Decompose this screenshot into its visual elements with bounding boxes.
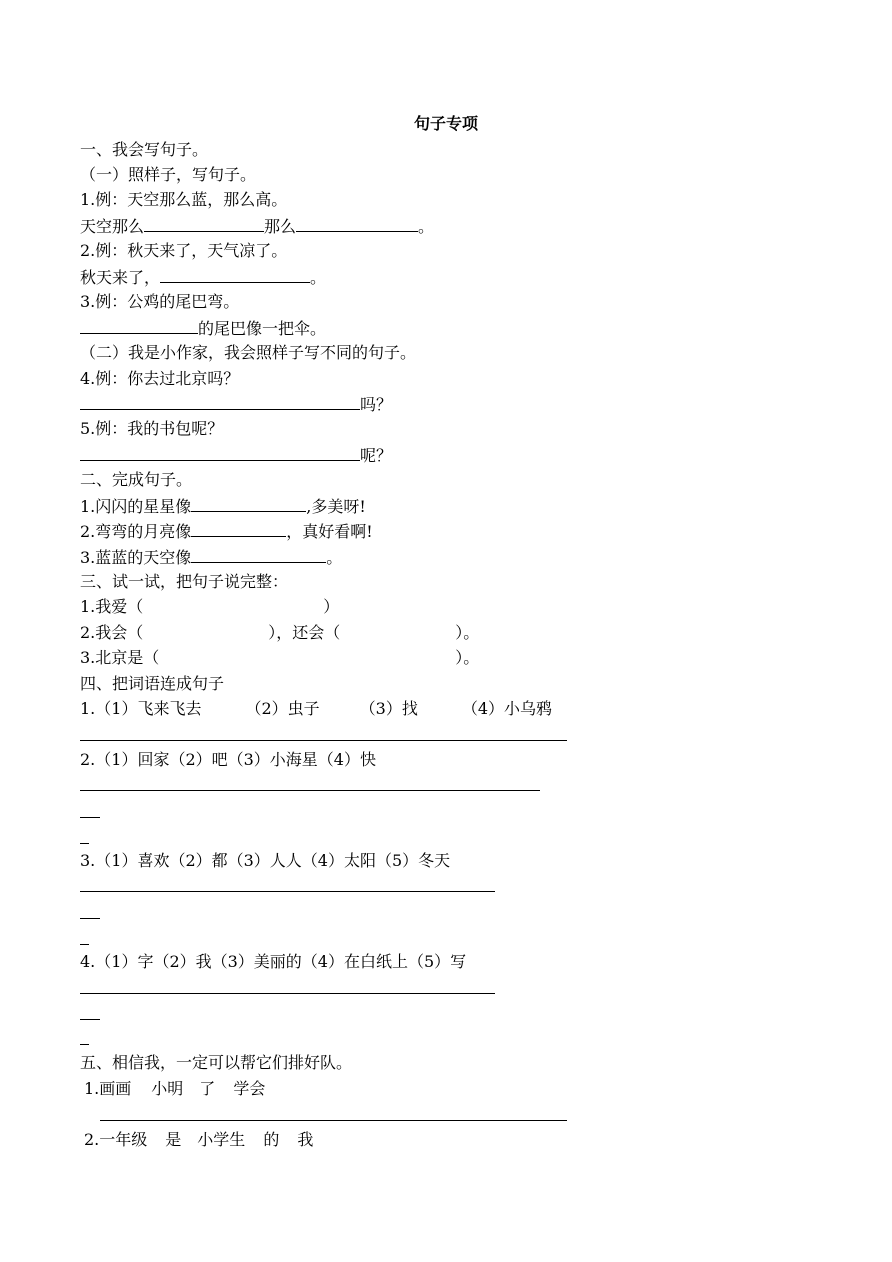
page-title: 句子专项 (413, 114, 478, 133)
s5-q1-answer-line[interactable] (100, 1120, 567, 1121)
s3-q3-text-b: ）。 (455, 648, 480, 667)
s4-q2: 2.（1）回家（2）吧（3）小海星（4）快 (80, 750, 376, 769)
s1-q4-answer (80, 394, 392, 415)
s3-q1-text-b: ） (323, 597, 340, 616)
s3-q2 (80, 623, 479, 643)
s2-q1-text-a: 1.闪闪的星星像 (80, 497, 192, 516)
s4-q4: 4.（1）字（2）我（3）美丽的（4）在白纸上（5）写 (80, 952, 467, 971)
s4-q3-dash-2 (80, 944, 89, 945)
s2-q3 (80, 547, 342, 568)
s1-q1-answer (80, 216, 434, 237)
s2-q1 (80, 496, 366, 517)
s4-q4-dash-2 (80, 1044, 89, 1045)
s4-q2-answer-line[interactable] (80, 790, 540, 791)
s5-q1-word-4: 学会 (233, 1079, 266, 1098)
s2-q2-text-a: 2.弯弯的月亮像 (80, 522, 192, 541)
s4-q3: 3.（1）喜欢（2）都（3）人人（4）太阳（5）冬天 (80, 851, 451, 870)
s2-q2-blank[interactable] (191, 521, 286, 537)
s1-q1-end: 。 (418, 217, 435, 236)
section-4-heading: 四、把词语连成句子 (80, 674, 225, 693)
s3-q2-text-c: ）。 (455, 623, 480, 642)
s4-q1-word-4: （4）小乌鸦 (461, 699, 553, 718)
s5-q2-word-3: 小学生 (197, 1130, 246, 1149)
s2-q2 (80, 521, 373, 542)
s5-q2-word-2: 是 (165, 1130, 182, 1149)
section-3-heading: 三、试一试，把句子说完整： (80, 572, 289, 591)
s5-q1-word-1: 1.画画 (84, 1079, 132, 1098)
s2-q1-blank[interactable] (191, 496, 306, 512)
s3-q1-text-a: 1.我爱（ (80, 597, 144, 616)
s1-q4-end: 吗？ (360, 395, 393, 414)
s1-q1-example: 1.例：天空那么蓝，那么高。 (80, 190, 288, 209)
section-1-heading: 一、我会写句子。 (80, 140, 209, 159)
s3-q3-text-a: 3.北京是（ (80, 648, 160, 667)
s4-q1-word-1: 1.（1）飞来飞去 (80, 699, 202, 718)
s2-q3-text-a: 3.蓝蓝的天空像 (80, 548, 192, 567)
s4-q1-answer-line[interactable] (80, 740, 567, 741)
s1-q2-text-a: 秋天来了， (80, 268, 161, 287)
s4-q1-word-2: （2）虫子 (245, 699, 320, 718)
s5-q2-word-1: 2.一年级 (84, 1130, 148, 1149)
s5-q1-word-2: 小明 (151, 1079, 184, 1098)
s5-q2-word-4: 的 (263, 1130, 280, 1149)
s2-q1-text-b: ,多美呀! (306, 497, 366, 516)
s4-q3-answer-line[interactable] (80, 891, 495, 892)
section-2-heading: 二、完成句子。 (80, 470, 193, 489)
s1-q2-answer (80, 267, 326, 288)
s5-q2-word-5: 我 (297, 1130, 314, 1149)
s4-q2-dash-2 (80, 843, 89, 844)
s1-q4-blank[interactable] (80, 394, 360, 410)
s2-q3-text-b: 。 (326, 548, 343, 567)
s1-q2-blank[interactable] (160, 267, 310, 283)
s1-q5-end: 呢？ (360, 446, 393, 465)
s1-q5-blank[interactable] (80, 445, 360, 461)
s3-q2-text-b: ），还会（ (268, 623, 341, 642)
s1-q3-example: 3.例：公鸡的尾巴弯。 (80, 292, 240, 311)
s1-q1-blank-1[interactable] (144, 216, 264, 232)
section-1-sub-2: （二）我是小作家，我会照样子写不同的句子。 (80, 343, 417, 362)
s1-q1-text-b: 那么 (264, 217, 297, 236)
s2-q2-text-b: ，真好看啊! (286, 522, 373, 541)
s5-q1 (84, 1079, 265, 1099)
s4-q4-answer-line[interactable] (80, 993, 495, 994)
s1-q5-example: 5.例：我的书包呢？ (80, 419, 224, 438)
s4-q3-dash-1 (80, 918, 100, 919)
s1-q2-example: 2.例：秋天来了，天气凉了。 (80, 241, 288, 260)
section-1-sub-1: （一）照样子，写句子。 (80, 165, 257, 184)
s4-q1 (80, 699, 552, 719)
s3-q1 (80, 597, 339, 617)
s2-q3-blank[interactable] (191, 547, 326, 563)
s1-q3-answer (80, 318, 326, 339)
s1-q3-blank[interactable] (80, 318, 198, 334)
s1-q1-blank-2[interactable] (296, 216, 418, 232)
s3-q3 (80, 648, 479, 668)
s5-q1-word-3: 了 (199, 1079, 216, 1098)
s4-q1-word-3: （3）找 (359, 699, 418, 718)
s3-q2-text-a: 2.我会（ (80, 623, 144, 642)
s1-q1-text-a: 天空那么 (80, 217, 145, 236)
s1-q2-end: 。 (310, 268, 327, 287)
s5-q2 (84, 1130, 313, 1150)
s4-q4-dash-1 (80, 1019, 100, 1020)
s1-q3-tail: 的尾巴像一把伞。 (198, 319, 327, 338)
s1-q5-answer (80, 445, 392, 466)
section-5-heading: 五、相信我，一定可以帮它们排好队。 (80, 1053, 353, 1072)
s4-q2-dash-1 (80, 817, 100, 818)
s1-q4-example: 4.例：你去过北京吗？ (80, 369, 240, 388)
